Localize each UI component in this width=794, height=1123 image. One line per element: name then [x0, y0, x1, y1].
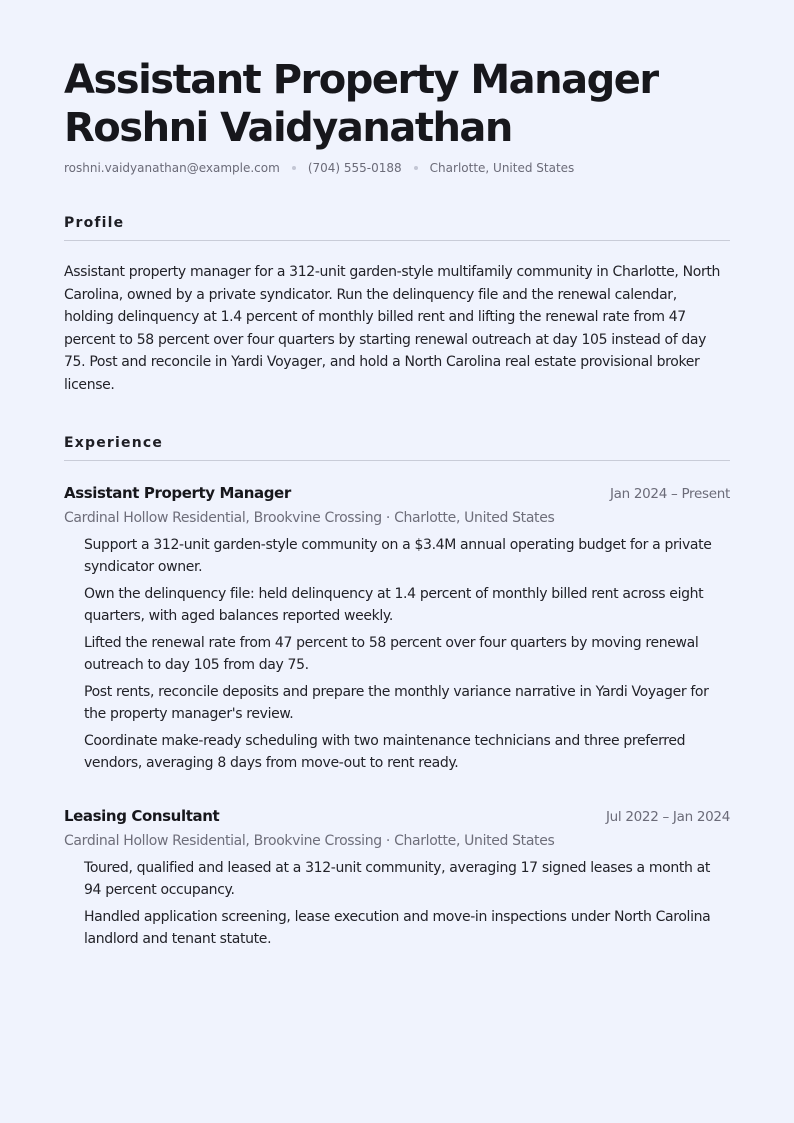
separator-dot	[414, 166, 418, 170]
list-item: Toured, qualified and leased at a 312-unit community, averaging 17 signed leases a month at 94 percent occupancy.	[84, 860, 711, 898]
job-bullets	[64, 857, 730, 950]
job-dates: Jul 2022 – Jan 2024	[605, 809, 730, 825]
contact-location: Charlotte, United States	[429, 161, 575, 175]
job-header	[64, 806, 730, 827]
job-organization: Cardinal Hollow Residential, Brookvine Crossing · Charlotte, United States	[64, 510, 555, 526]
job-bullets	[64, 534, 730, 774]
experience-heading: Experience	[64, 434, 730, 461]
profile-summary: Assistant property manager for a 312-unit garden-style multifamily community in Charlotte, North Carolina, owned by a private syndicator. Run the delinquency file and the renewal calendar, holding delinquency at 1.4 percent of monthly billed rent and lifting the renewal rate from 47 percent to 58 percent over four quarters by starting renewal outreach at day 105 instead of day 75. Post and reconcile in Yardi Voyager, and hold a North Carolina real estate provisional broker license.	[64, 264, 721, 393]
profile-section	[64, 214, 730, 396]
job-title: Leasing Consultant	[64, 807, 220, 825]
list-item: Coordinate make-ready scheduling with two maintenance technicians and three preferred vendors, averaging 8 days from move-out to rent ready.	[84, 733, 686, 771]
title-role: Assistant Property Manager	[64, 57, 658, 103]
separator-dot	[292, 166, 296, 170]
job-entry	[64, 483, 730, 774]
contact-phone: (704) 555-0188	[307, 161, 402, 175]
experience-section	[64, 434, 730, 950]
contact-email: roshni.vaidyanathan@example.com	[64, 161, 280, 175]
list-item: Post rents, reconcile deposits and prepare the monthly variance narrative in Yardi Voyager for the property manager's review.	[84, 684, 709, 722]
list-item: Lifted the renewal rate from 47 percent to 58 percent over four quarters by moving renewal outreach to day 105 from day 75.	[84, 635, 699, 673]
job-dates: Jan 2024 – Present	[609, 486, 730, 502]
list-item: Own the delinquency file: held delinquency at 1.4 percent of monthly billed rent across eight quarters, with aged balances reported weekly.	[84, 586, 704, 624]
job-organization: Cardinal Hollow Residential, Brookvine Crossing · Charlotte, United States	[64, 833, 555, 849]
profile-heading: Profile	[64, 214, 730, 241]
job-header	[64, 483, 730, 504]
list-item: Handled application screening, lease execution and move-in inspections under North Carolina landlord and tenant statute.	[84, 909, 711, 947]
contact-line	[64, 160, 730, 176]
title-name: Roshni Vaidyanathan	[64, 105, 512, 151]
job-title: Assistant Property Manager	[64, 484, 291, 502]
list-item: Support a 312-unit garden-style community on a $3.4M annual operating budget for a private syndicator owner.	[84, 537, 712, 575]
job-entry	[64, 806, 730, 950]
page-title	[64, 56, 730, 152]
